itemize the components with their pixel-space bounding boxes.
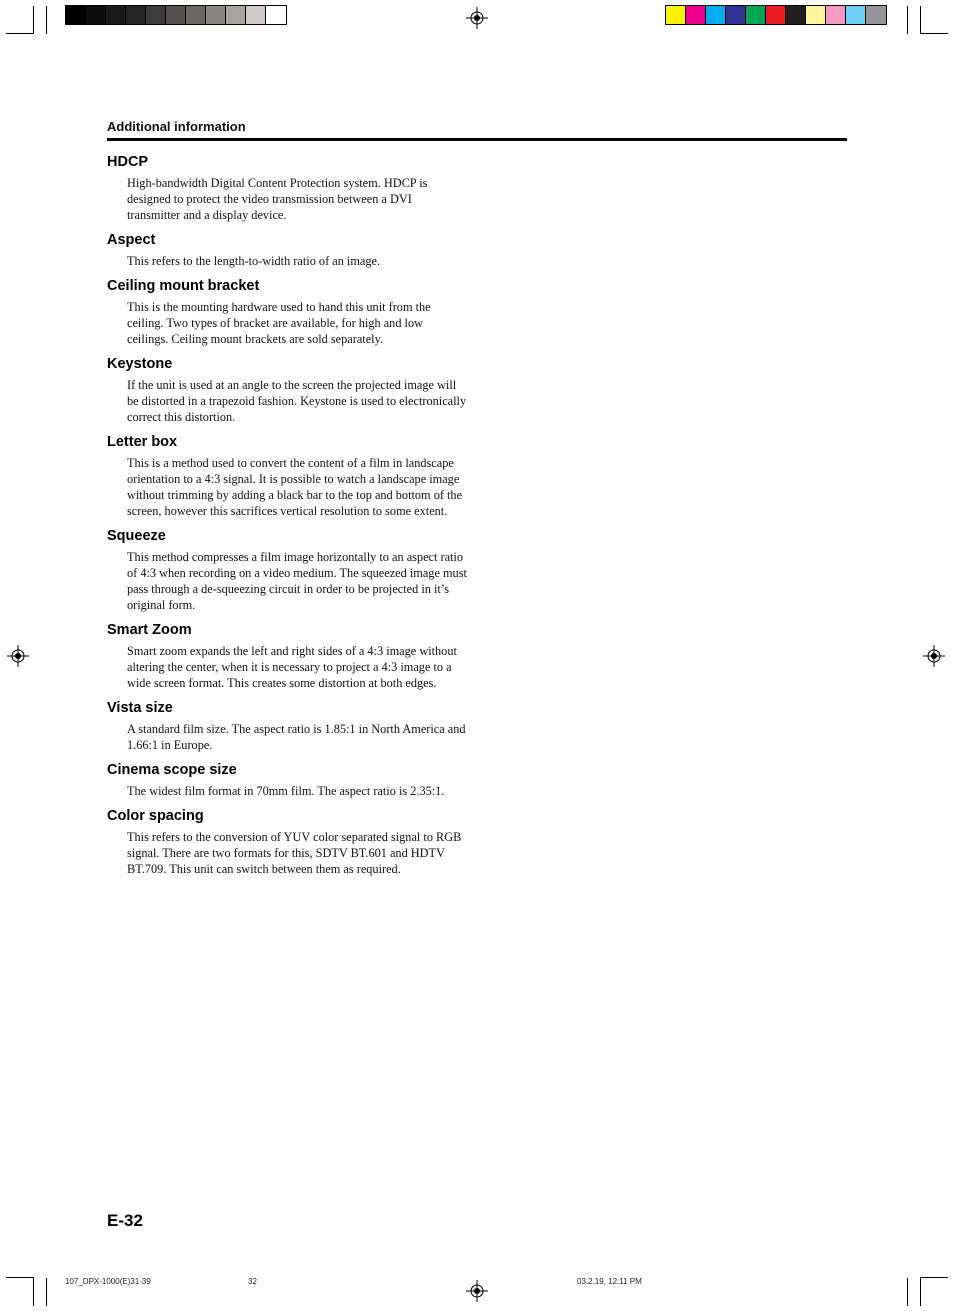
glossary-definition: The widest film format in 70mm film. The aspect ratio is 2.35:1. bbox=[127, 784, 445, 798]
footer-timestamp: 03.2.19, 12:11 PM bbox=[577, 1277, 642, 1286]
registration-mark-bottom-icon bbox=[466, 1280, 488, 1302]
glossary-entry bbox=[107, 699, 467, 753]
glossary-entry bbox=[107, 153, 467, 223]
trim-mark-bottom-left bbox=[46, 1278, 47, 1306]
glossary-entry bbox=[107, 231, 467, 269]
footer-page: 32 bbox=[248, 1277, 257, 1286]
color-swatch bbox=[686, 6, 706, 24]
color-swatch bbox=[706, 6, 726, 24]
gray-swatch bbox=[246, 6, 266, 24]
glossary-entry bbox=[107, 527, 467, 613]
color-swatch-bar bbox=[665, 5, 887, 25]
registration-mark-top-icon bbox=[466, 7, 488, 29]
glossary-definition: This method compresses a film image horizontally to an aspect ratio of 4:3 when recording on a video medium. The squeezed image must pass through a de-squeezing circuit in order to be projected in it’s original form. bbox=[127, 550, 467, 612]
crop-mark-bottom-left-v bbox=[33, 1278, 34, 1306]
crop-mark-top-left-v bbox=[33, 6, 34, 34]
trim-mark-top-left bbox=[46, 6, 47, 34]
glossary-definition: High-bandwidth Digital Content Protection system. HDCP is designed to protect the video transmission between a DVI transmitter and a display device. bbox=[127, 176, 428, 222]
glossary-definition: If the unit is used at an angle to the screen the projected image will be distorted in a trapezoid fashion. Keystone is used to electronically correct this distortion. bbox=[127, 378, 467, 424]
gray-swatch bbox=[166, 6, 186, 24]
glossary-term: Vista size bbox=[107, 700, 173, 716]
glossary-term: Keystone bbox=[107, 356, 173, 372]
glossary-entry bbox=[107, 433, 467, 519]
gray-swatch bbox=[126, 6, 146, 24]
color-swatch bbox=[726, 6, 746, 24]
registration-mark-left-icon bbox=[7, 645, 29, 667]
crop-mark-bottom-left-h bbox=[6, 1277, 34, 1278]
color-swatch bbox=[806, 6, 826, 24]
gray-swatch bbox=[106, 6, 126, 24]
color-swatch bbox=[866, 6, 886, 24]
footer-file-name: 107_DPX-1000(E)31-39 bbox=[65, 1277, 151, 1286]
glossary-term: Squeeze bbox=[107, 528, 166, 544]
glossary-definition: This is the mounting hardware used to hand this unit from the ceiling. Two types of bracket are available, for high and low ceilings. Ceiling mount brackets are sold separately. bbox=[127, 300, 431, 346]
color-swatch bbox=[786, 6, 806, 24]
crop-mark-top-left-h bbox=[6, 33, 34, 34]
crop-mark-bottom-right-h bbox=[920, 1277, 948, 1278]
grayscale-swatch-bar bbox=[65, 5, 287, 25]
glossary-term: Ceiling mount bracket bbox=[107, 278, 260, 294]
glossary-term: Letter box bbox=[107, 434, 178, 450]
color-swatch bbox=[826, 6, 846, 24]
glossary-definition: Smart zoom expands the left and right sides of a 4:3 image without altering the center, when it is necessary to project a 4:3 image to a wide screen format. This creates some distortion at both edges. bbox=[127, 644, 457, 690]
gray-swatch bbox=[186, 6, 206, 24]
section-header: Additional information bbox=[107, 119, 847, 141]
crop-mark-top-right-v bbox=[920, 6, 921, 34]
glossary-definition: This refers to the conversion of YUV color separated signal to RGB signal. There are two formats for this, SDTV BT.601 and HDTV BT.709. This unit can switch between them as required. bbox=[127, 830, 462, 876]
glossary-entry bbox=[107, 761, 467, 799]
page-number: E-32 bbox=[107, 1211, 143, 1230]
color-swatch bbox=[766, 6, 786, 24]
glossary-definition: This is a method used to convert the content of a film in landscape orientation to a 4:3 signal. It is possible to watch a landscape image without trimming by adding a black bar to the top and bottom of the screen, however this sacrifices vertical resolution to some extent. bbox=[127, 456, 463, 518]
glossary-term: Cinema scope size bbox=[107, 762, 237, 778]
color-swatch bbox=[746, 6, 766, 24]
glossary-entry bbox=[107, 621, 467, 691]
trim-mark-bottom-right bbox=[907, 1278, 908, 1306]
glossary-entry bbox=[107, 277, 467, 347]
glossary-definition: A standard film size. The aspect ratio is 1.85:1 in North America and 1.66:1 in Europe. bbox=[127, 722, 466, 752]
glossary-term: HDCP bbox=[107, 154, 149, 170]
gray-swatch bbox=[86, 6, 106, 24]
trim-mark-top-right bbox=[907, 6, 908, 34]
glossary-entry bbox=[107, 807, 467, 877]
gray-swatch bbox=[146, 6, 166, 24]
glossary-entry bbox=[107, 355, 467, 425]
crop-mark-top-right-h bbox=[920, 33, 948, 34]
gray-swatch bbox=[226, 6, 246, 24]
glossary-term: Smart Zoom bbox=[107, 622, 192, 638]
glossary-term: Color spacing bbox=[107, 808, 204, 824]
color-swatch bbox=[846, 6, 866, 24]
crop-mark-bottom-right-v bbox=[920, 1278, 921, 1306]
gray-swatch bbox=[266, 6, 286, 24]
glossary-definition: This refers to the length-to-width ratio of an image. bbox=[127, 254, 381, 268]
glossary-term: Aspect bbox=[107, 232, 156, 248]
color-swatch bbox=[666, 6, 686, 24]
gray-swatch bbox=[206, 6, 226, 24]
registration-mark-right-icon bbox=[923, 645, 945, 667]
glossary bbox=[107, 153, 467, 885]
gray-swatch bbox=[66, 6, 86, 24]
